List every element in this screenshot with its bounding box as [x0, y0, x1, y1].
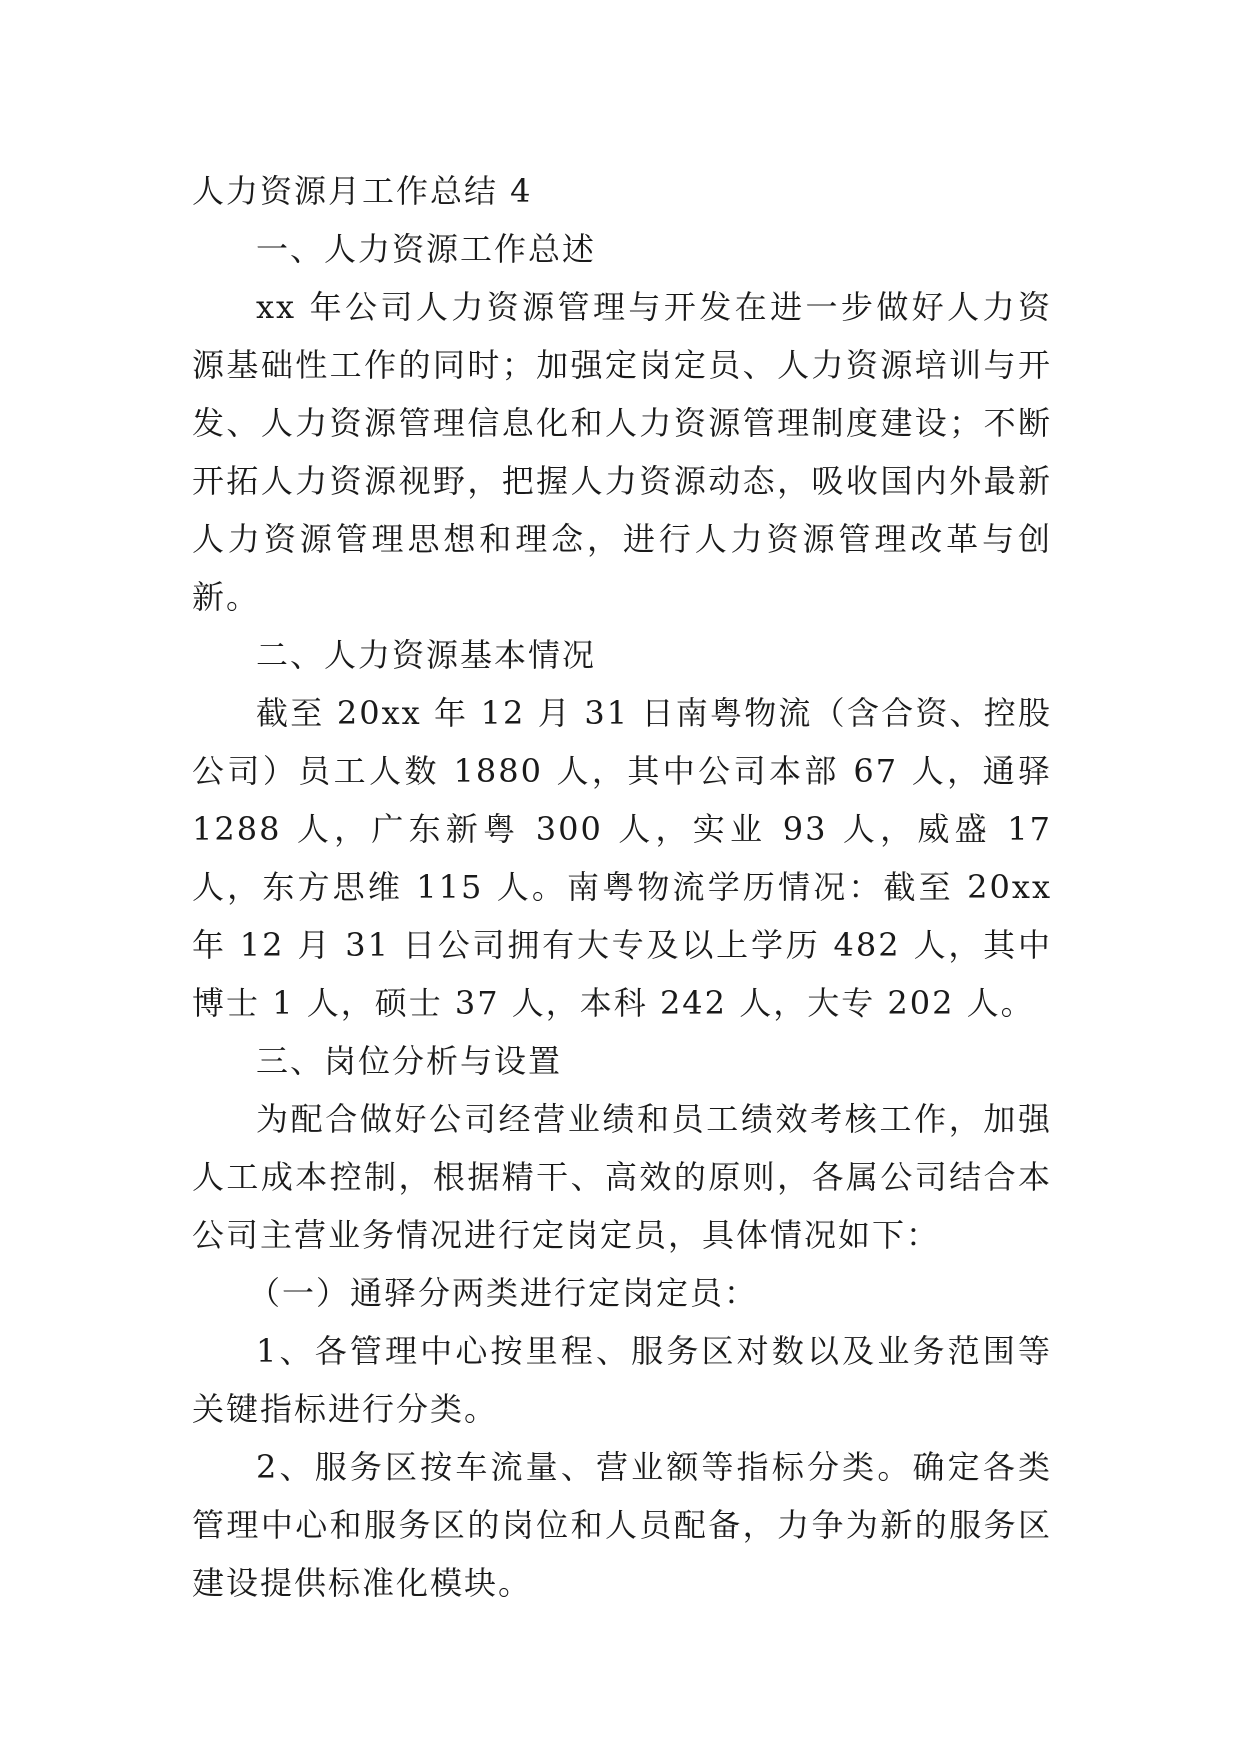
- section-heading-1: 一、人力资源工作总述: [256, 230, 597, 268]
- document-body: [192, 162, 1052, 1612]
- list-item-1: 1、各管理中心按里程、服务区对数以及业务范围等关键指标进行分类。: [192, 1332, 1052, 1428]
- paragraph-post-analysis: 为配合做好公司经营业绩和员工绩效考核工作，加强人工成本控制，根据精干、高效的原则，各属公司结合本公司主营业务情况进行定岗定员，具体情况如下：: [192, 1100, 1052, 1254]
- list-item-2: 2、服务区按车流量、营业额等指标分类。确定各类管理中心和服务区的岗位和人员配备，力争为新的服务区建设提供标准化模块。: [192, 1448, 1052, 1602]
- paragraph-basic-situation: 截至 20xx 年 12 月 31 日南粤物流（含合资、控股公司）员工人数 1880 人，其中公司本部 67 人，通驿 1288 人，广东新粤 300 人，实业 93 人，威盛 17 人，东方思维 115 人。南粤物流学历情况：截至 20xx 年 12 月 31 日公司拥有大专及以上学历 482 人，其中博士 1 人，硕士 37 人，本科 242 人，大专 202 人。: [192, 694, 1052, 1022]
- section-heading-2: 二、人力资源基本情况: [256, 636, 597, 674]
- section-heading-3: 三、岗位分析与设置: [256, 1042, 563, 1080]
- paragraph-overview: xx 年公司人力资源管理与开发在进一步做好人力资源基础性工作的同时；加强定岗定员、人力资源培训与开发、人力资源管理信息化和人力资源管理制度建设；不断开拓人力资源视野，把握人力资源动态，吸收国内外最新人力资源管理思想和理念，进行人力资源管理改革与创新。: [192, 288, 1052, 616]
- document-title: 人力资源月工作总结 4: [192, 172, 533, 210]
- subsection-heading-1: （一）通驿分两类进行定岗定员：: [248, 1274, 759, 1312]
